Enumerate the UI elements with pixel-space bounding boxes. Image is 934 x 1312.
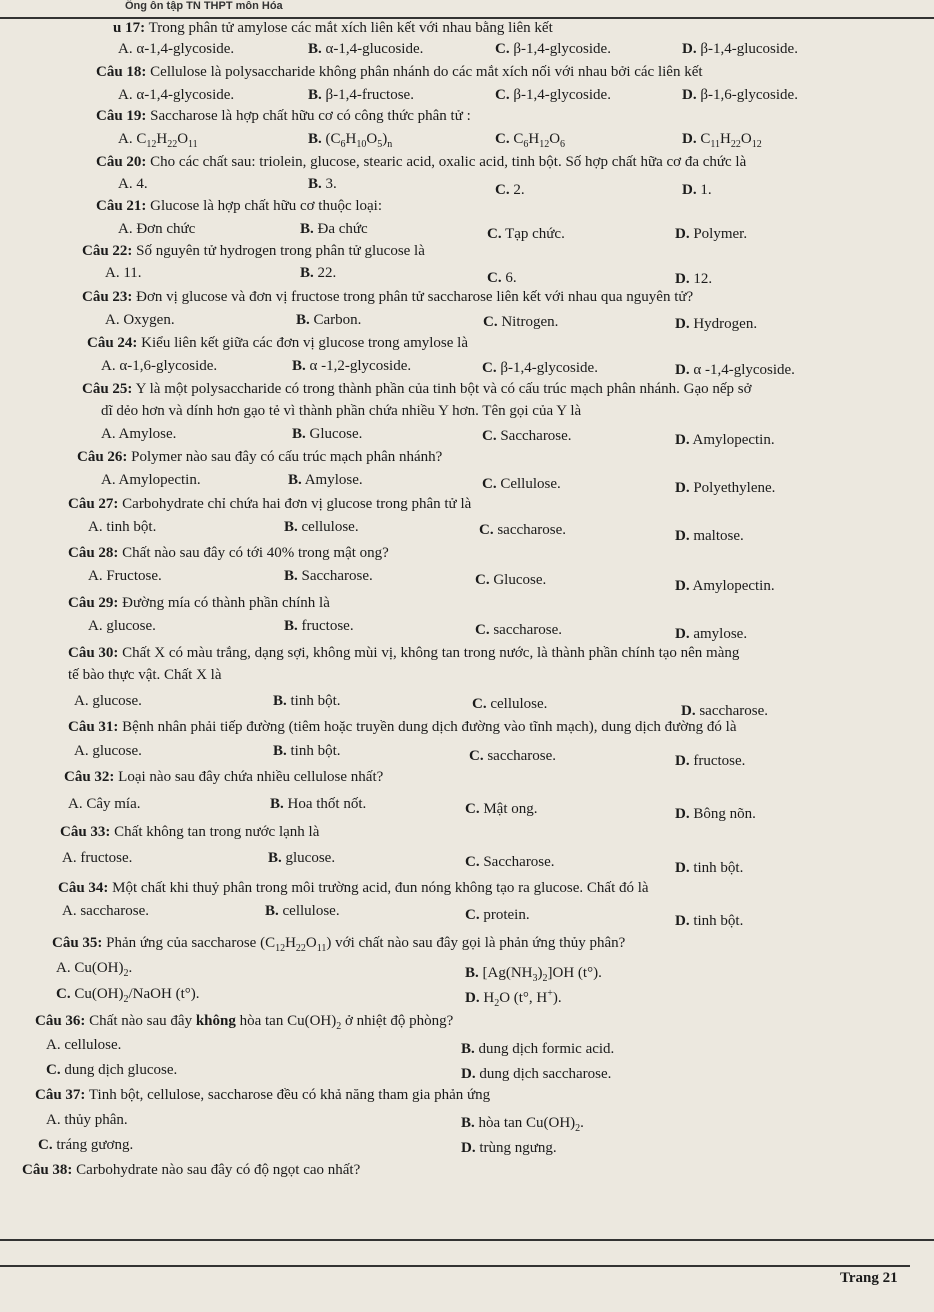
q24-option-d: D. α -1,4-glycoside.: [675, 362, 795, 378]
q21-option-b: B. Đa chức: [300, 221, 368, 237]
q28-option-b: B. Saccharose.: [284, 568, 373, 584]
q17-option-a: A. α-1,4-glycoside.: [118, 41, 235, 57]
q25-option-b: B. Glucose.: [292, 426, 363, 442]
q30-option-c: C. cellulose.: [472, 696, 548, 712]
q20-option-c: C. 2.: [495, 182, 525, 198]
question-28: Câu 28: Chất nào sau đây có tới 40% trong mật ong?: [68, 545, 389, 561]
question-30-continued: tế bào thực vật. Chất X là: [68, 667, 222, 683]
question-31: Câu 31: Bệnh nhân phải tiếp đường (tiêm hoặc truyền dung dịch đường vào tĩnh mạch), dung dịch đường đó là: [68, 719, 737, 735]
q19-option-a: A. $C_{12}H_{22}O_{11}$: [118, 131, 198, 150]
question-22: Câu 22: Số nguyên tử hydrogen trong phân tử glucose là: [82, 243, 425, 259]
q23-option-c: C. Nitrogen.: [483, 314, 559, 330]
question-30: Câu 30: Chất X có màu trắng, dạng sợi, không mùi vị, không tan trong nước, là thành phần chính tạo nên màng: [68, 645, 740, 661]
q30-option-a: A. glucose.: [74, 693, 142, 709]
q27-option-c: C. saccharose.: [479, 522, 567, 538]
q20-option-d: D. 1.: [682, 182, 712, 198]
q22-option-b: B. 22.: [300, 265, 337, 281]
question-27: Câu 27: Carbohydrate chỉ chứa hai đơn vị glucose trong phân tử là: [68, 496, 472, 512]
q22-option-c: C. 6.: [487, 270, 517, 286]
q35-option-b: B. $[Ag(NH_3)_2]OH$ (t°).: [465, 965, 602, 984]
q32-option-b: B. Hoa thốt nốt.: [270, 796, 367, 812]
question-36: Câu 36: Chất nào sau đây không hòa $\tan Cu(OH)_2$ ở nhiệt độ phòng?: [35, 1013, 454, 1032]
q36-option-b: B. dung dịch formic acid.: [461, 1041, 615, 1057]
question-20: Câu 20: Cho các chất sau: triolein, glucose, stearic acid, oxalic acid, tinh bột. Số hợp chất hữa cơ đa chức là: [96, 154, 747, 170]
q33-option-b: B. glucose.: [268, 850, 336, 866]
q19-option-b: B. $(C_6H_{10}O_5)_n$: [308, 131, 393, 150]
question-33: Câu 33: Chất không tan trong nước lạnh là: [60, 824, 320, 840]
q26-option-b: B. Amylose.: [288, 472, 363, 488]
q23-option-b: B. Carbon.: [296, 312, 362, 328]
question-34: Câu 34: Một chất khi thuỷ phân trong môi trường acid, đun nóng không tạo ra glucose. Chất đó là: [58, 880, 649, 896]
q18-option-a: A. α-1,4-glycoside.: [118, 87, 235, 103]
question-37: Câu 37: Tinh bột, cellulose, saccharose đều có khả năng tham gia phản ứng: [35, 1087, 491, 1103]
question-21: Câu 21: Glucose là hợp chất hữu cơ thuộc loại:: [96, 198, 383, 214]
q34-option-a: A. saccharose.: [62, 903, 150, 919]
q27-option-b: B. cellulose.: [284, 519, 359, 535]
page-number: Trang 21: [840, 1270, 898, 1286]
q27-option-a: A. tinh bột.: [88, 519, 157, 535]
q30-option-b: B. tinh bột.: [273, 693, 341, 709]
q29-option-a: A. glucose.: [88, 618, 156, 634]
q36-option-c: C. dung dịch glucose.: [46, 1062, 178, 1078]
q25-option-d: D. Amylopectin.: [675, 432, 775, 448]
question-23: Câu 23: Đơn vị glucose và đơn vị fructose trong phân tử saccharose liên kết với nhau qua nguyên tử?: [82, 289, 694, 305]
q18-option-b: B. β-1,4-fructose.: [308, 87, 414, 103]
question-17: u 17: Trong phân tử amylose các mắt xích liên kết với nhau bằng liên kết: [113, 20, 553, 36]
q28-option-c: C. Glucose.: [475, 572, 547, 588]
q33-option-a: A. fructose.: [62, 850, 133, 866]
q27-option-d: D. maltose.: [675, 528, 744, 544]
q19-option-d: D. $C_{11}H_{22}O_{12}$: [682, 131, 762, 150]
footer-rule: [0, 1265, 910, 1267]
question-24: Câu 24: Kiểu liên kết giữa các đơn vị glucose trong amylose là: [87, 335, 468, 351]
question-29: Câu 29: Đường mía có thành phần chính là: [68, 595, 330, 611]
q21-option-c: C. Tạp chức.: [487, 226, 565, 242]
q28-option-d: D. Amylopectin.: [675, 578, 775, 594]
q26-option-c: C. Cellulose.: [482, 476, 561, 492]
q28-option-a: A. Fructose.: [88, 568, 162, 584]
section-rule: [0, 1239, 934, 1241]
q20-option-b: B. 3.: [308, 176, 337, 192]
q29-option-b: B. fructose.: [284, 618, 354, 634]
q23-option-d: D. Hydrogen.: [675, 316, 758, 332]
q35-option-a: A. $Cu(OH)_2$.: [56, 960, 133, 979]
q34-option-b: B. cellulose.: [265, 903, 340, 919]
q23-option-a: A. Oxygen.: [105, 312, 175, 328]
question-35: Câu 35: Phản ứng của saccharose $(C_{12}H_{22}O_{11})$ với chất nào sau đây gọi là phản ứng thủy phân?: [52, 935, 626, 954]
q21-option-a: A. Đơn chức: [118, 221, 196, 237]
q35-option-c: C. $Cu(OH)_2$/NaOH (t°).: [56, 986, 200, 1005]
question-32: Câu 32: Loại nào sau đây chứa nhiều cellulose nhất?: [64, 769, 384, 785]
question-19: Câu 19: Saccharose là hợp chất hữu cơ có công thức phân tử :: [96, 108, 471, 124]
q37-option-c: C. tráng gương.: [38, 1137, 134, 1153]
q34-option-c: C. protein.: [465, 907, 530, 923]
q29-option-d: D. amylose.: [675, 626, 748, 642]
header-rule: [0, 17, 934, 19]
q17-option-d: D. β-1,4-glucoside.: [682, 41, 798, 57]
q32-option-a: A. Cây mía.: [68, 796, 141, 812]
q36-option-a: A. cellulose.: [46, 1037, 122, 1053]
q25-option-a: A. Amylose.: [101, 426, 177, 442]
q34-option-d: D. tinh bột.: [675, 913, 744, 929]
q29-option-c: C. saccharose.: [475, 622, 563, 638]
question-25: Câu 25: Y là một polysaccharide có trong thành phần của tinh bột và có cấu trúc mạch phân nhánh. Gạo nếp sở: [82, 381, 752, 397]
q37-option-d: D. trùng ngưng.: [461, 1140, 557, 1156]
question-25-continued: dĩ dẻo hơn và dính hơn gạo tẻ vì thành phần chứa nhiều Y hơn. Tên gọi của Y là: [101, 403, 582, 419]
q24-option-a: A. α-1,6-glycoside.: [101, 358, 218, 374]
q26-option-d: D. Polyethylene.: [675, 480, 776, 496]
q18-option-c: C. β-1,4-glycoside.: [495, 87, 611, 103]
q25-option-c: C. Saccharose.: [482, 428, 572, 444]
q17-option-b: B. α-1,4-glucoside.: [308, 41, 424, 57]
q37-option-b: B. hòa $\tan Cu(OH)_2$.: [461, 1115, 584, 1134]
q37-option-a: A. thủy phân.: [46, 1112, 128, 1128]
q22-option-d: D. 12.: [675, 271, 713, 287]
q17-option-c: C. β-1,4-glycoside.: [495, 41, 611, 57]
q24-option-b: B. α -1,2-glycoside.: [292, 358, 412, 374]
q31-option-b: B. tinh bột.: [273, 743, 341, 759]
q35-option-d: D. $H_2O$ (t°, H+).: [465, 988, 562, 1009]
q26-option-a: A. Amylopectin.: [101, 472, 201, 488]
q32-option-c: C. Mật ong.: [465, 801, 538, 817]
q21-option-d: D. Polymer.: [675, 226, 748, 242]
q33-option-c: C. Saccharose.: [465, 854, 555, 870]
question-26: Câu 26: Polymer nào sau đây có cấu trúc mạch phân nhánh?: [77, 449, 443, 465]
q32-option-d: D. Bông nõn.: [675, 806, 756, 822]
q20-option-a: A. 4.: [118, 176, 148, 192]
question-18: Câu 18: Cellulose là polysaccharide không phân nhánh do các mắt xích nối với nhau bởi các liên kết: [96, 64, 703, 80]
q31-option-a: A. glucose.: [74, 743, 142, 759]
question-38: Câu 38: Carbohydrate nào sau đây có độ ngọt cao nhất?: [22, 1162, 361, 1178]
page-header: Ông ôn tập TN THPT môn Hóa: [125, 0, 283, 12]
q18-option-d: D. β-1,6-glycoside.: [682, 87, 798, 103]
q19-option-c: C. $C_6H_{12}O_6$: [495, 131, 566, 150]
q33-option-d: D. tinh bột.: [675, 860, 744, 876]
q36-option-d: D. dung dịch saccharose.: [461, 1066, 612, 1082]
q30-option-d: D. saccharose.: [681, 703, 769, 719]
q31-option-d: D. fructose.: [675, 753, 746, 769]
q31-option-c: C. saccharose.: [469, 748, 557, 764]
q24-option-c: C. β-1,4-glycoside.: [482, 360, 598, 376]
q22-option-a: A. 11.: [105, 265, 142, 281]
